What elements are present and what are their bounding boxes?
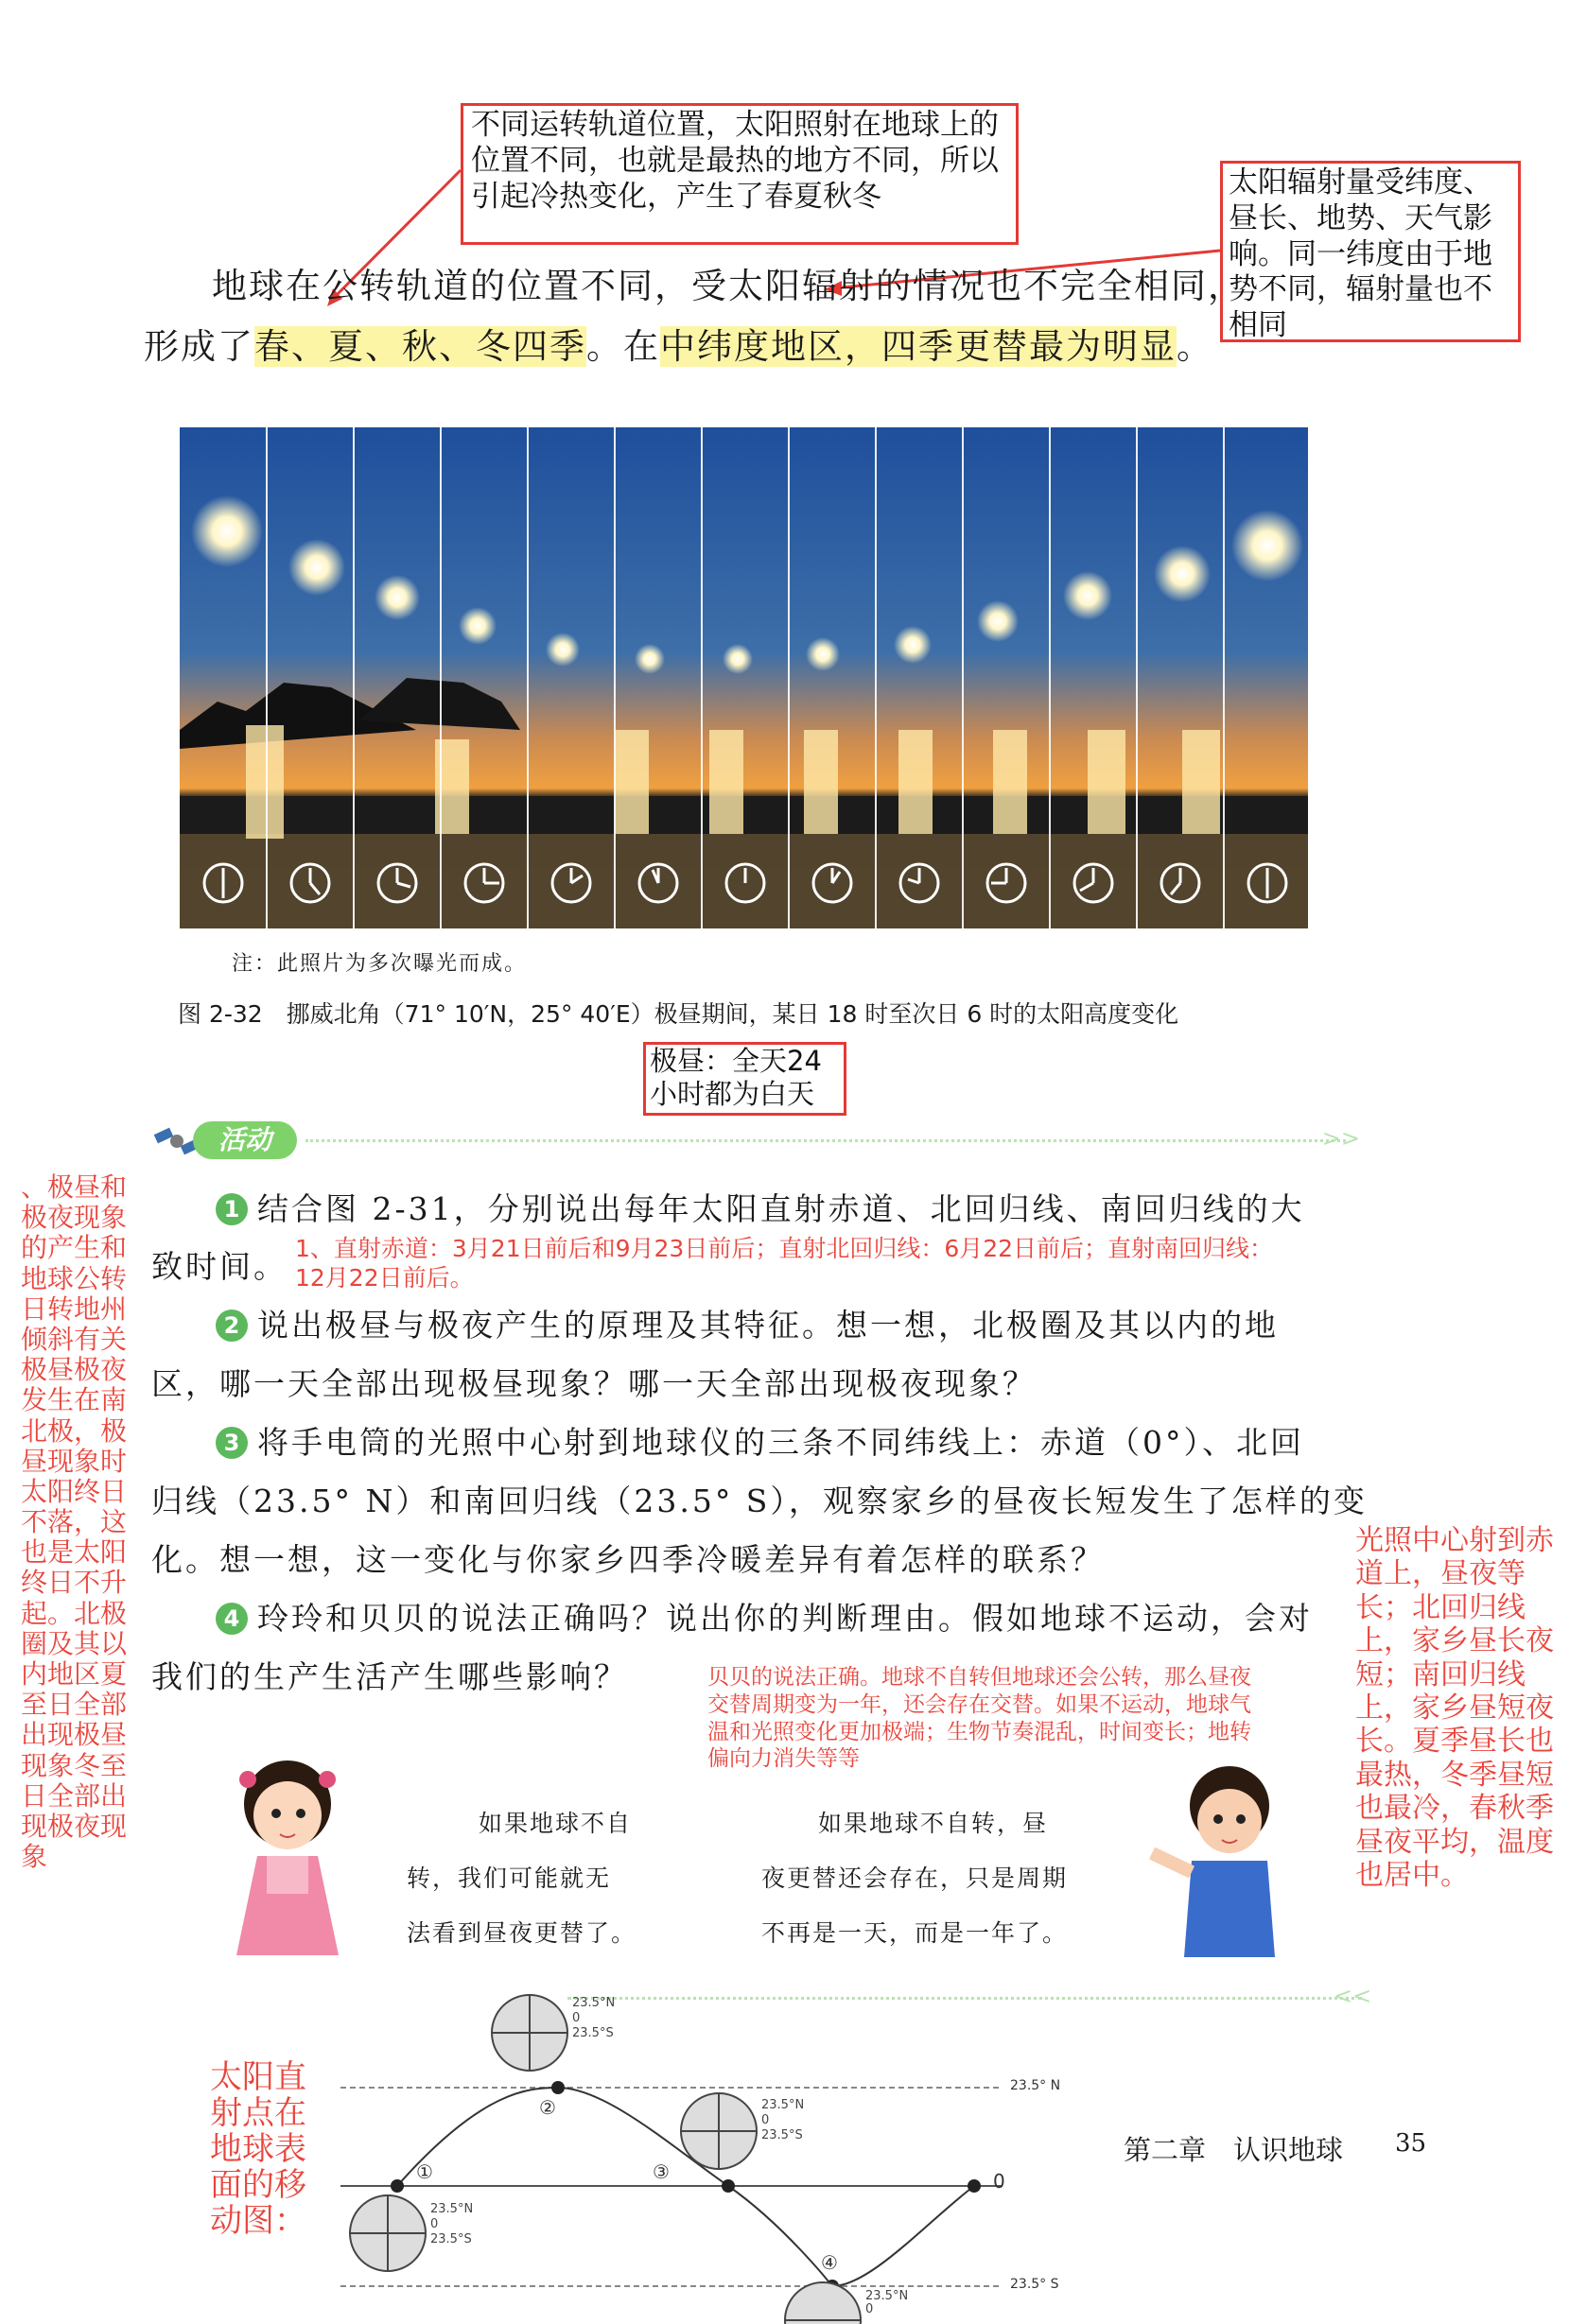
main-text-mid: 。在 — [586, 326, 660, 367]
point-label-4: ④ — [821, 2251, 838, 2274]
question-3-text-c: 化。想一想，这一变化与你家乡四季冷暖差异有着怎样的联系？ — [151, 1541, 1105, 1578]
lat-label-b2: 0 — [761, 2113, 770, 2127]
boy-speech-line3: 不再是一天，而是一年了。 — [761, 1919, 1069, 1947]
subsolar-point-diagram — [340, 1976, 1097, 2324]
note-top-right-text: 太阳辐射量受纬度、昼长、地势、天气影响。同一纬度由于地势不同，辐射量也不相同 — [1229, 165, 1492, 343]
question-1-line2 — [151, 1242, 288, 1287]
footer-chapter — [1124, 2129, 1343, 2168]
right-label-equator: 0 — [993, 2170, 1005, 2193]
highlight-four-seasons: 春、夏、秋、冬四季 — [254, 326, 586, 367]
main-paragraph-line2 — [144, 318, 1213, 369]
boy-character-illustration — [1142, 1749, 1303, 1976]
main-paragraph-line1 — [212, 257, 1245, 308]
page-number: 35 — [1395, 2129, 1427, 2158]
question-2-text-b: 区，哪一天全部出现极昼现象？哪一天全部出现极夜现象？ — [151, 1365, 1037, 1402]
question-4-text-a: 玲玲和贝贝的说法正确吗？说出你的判断理由。假如地球不运动，会对 — [257, 1600, 1313, 1637]
note-bottom-left-text: 太阳直射点在地球表面的移动图： — [210, 2058, 306, 2241]
activity-dotted-rule — [305, 1139, 1346, 1142]
question-3-number: 3 — [216, 1427, 248, 1459]
point-label-3: ③ — [653, 2160, 670, 2183]
lat-label-a2: 0 — [572, 2011, 581, 2025]
girl-speech-line2: 转，我们可能就无 — [407, 1864, 612, 1892]
figure-note: 注：此照片为多次曝光而成。 — [232, 952, 528, 976]
lat-label-d1: 23.5°N — [865, 2289, 909, 2303]
note-polar-day-text: 极昼：全天24小时都为白天 — [650, 1045, 822, 1111]
question-3-text-b: 归线（23.5° N）和南回归线（23.5° S），观察家乡的昼夜长短发生了怎样的变 — [151, 1483, 1368, 1519]
question-4-text-b: 我们的生产生活产生哪些影响？ — [151, 1658, 628, 1695]
lat-label-a3: 23.5°S — [572, 2026, 614, 2040]
lat-label-c3: 23.5°S — [430, 2232, 472, 2246]
note-polar-day — [643, 1042, 846, 1116]
lat-label-b1: 23.5°N — [761, 2098, 805, 2112]
question-4-number: 4 — [216, 1603, 248, 1635]
note-right-margin — [1355, 1524, 1556, 1892]
question-4-line2 — [151, 1653, 628, 1697]
boy-speech-line1: 如果地球不自转，昼 — [818, 1810, 1049, 1837]
right-label-north: 23.5° N — [1010, 2078, 1061, 2093]
main-text-line1: 地球在公转轨道的位置不同，受太阳辐射的情况也不完全相同， — [212, 266, 1245, 306]
activity-header — [149, 1116, 1360, 1163]
lat-label-d2: 0 — [865, 2302, 874, 2316]
answer-1-text: 1、直射赤道：3月21日前后和9月23日前后；直射北回归线：6月22日前后；直射南回归线：12月22日前后。 — [295, 1235, 1274, 1292]
boy-speech — [761, 1796, 1121, 1961]
highlight-mid-latitude: 中纬度地区，四季更替最为明显 — [660, 326, 1177, 367]
answer-1 — [295, 1234, 1298, 1293]
question-1-line1 — [216, 1185, 1305, 1229]
question-4-line1 — [216, 1594, 1313, 1639]
activity-title: 活动 — [218, 1124, 271, 1155]
note-top-center-text: 不同运转轨道位置，太阳照射在地球上的位置不同，也就是最热的地方不同，所以引起冷热变化，产生了春夏秋冬 — [471, 108, 999, 214]
footer-chapter-text: 第二章 认识地球 — [1124, 2134, 1344, 2166]
note-bottom-left — [210, 2059, 323, 2239]
girl-speech-line1: 如果地球不自 — [479, 1810, 633, 1837]
point-label-2: ② — [539, 2096, 556, 2119]
question-2-line2 — [151, 1360, 1037, 1404]
girl-speech-line3: 法看到昼夜更替了。 — [407, 1919, 637, 1947]
question-3-line1 — [216, 1418, 1304, 1463]
question-2-text-a: 说出极昼与极夜产生的原理及其特征。想一想，北极圈及其以内的地 — [257, 1307, 1279, 1344]
question-2-number: 2 — [216, 1309, 248, 1342]
lat-label-c2: 0 — [430, 2217, 439, 2231]
lat-label-b3: 23.5°S — [761, 2128, 803, 2142]
girl-speech — [407, 1796, 700, 1961]
main-text-pre: 形成了 — [144, 326, 254, 367]
note-left-margin — [21, 1172, 134, 1872]
activity-arrow-icon: >> — [1321, 1125, 1360, 1152]
activity-title-badge — [193, 1121, 297, 1159]
boy-speech-line2: 夜更替还会存在，只是周期 — [761, 1864, 1069, 1892]
midnight-sun-photo — [180, 427, 1308, 928]
main-text-end: 。 — [1177, 326, 1213, 367]
question-3-line3 — [151, 1535, 1105, 1580]
question-1-text-a: 结合图 2-31，分别说出每年太阳直射赤道、北回归线、南回归线的大 — [257, 1190, 1305, 1227]
point-label-1: ① — [416, 2160, 433, 2183]
question-3-line2 — [151, 1477, 1368, 1521]
lat-label-a1: 23.5°N — [572, 1996, 616, 2010]
note-left-margin-text: 、极昼和极夜现象的产生和地球公转日转地州倾斜有关极昼极夜发生在南北极，极昼现象时太阳终日不落，这也是太阳终日不升起。北极圈及其以内地区夏至日全部出现极昼现象冬至日全部出现极夜现象 — [21, 1171, 128, 1873]
question-2-line1 — [216, 1301, 1279, 1345]
girl-character-illustration — [219, 1747, 361, 1965]
answer-4-text: 贝贝的说法正确。地球不自转但地球还会公转，那么昼夜交替周期变为一年，还会存在交替。如果不运动，地球气温和光照变化更加极端；生物节奏混乱，时间变长；地转偏向力消失等等 — [707, 1665, 1251, 1772]
question-1-text-b: 致时间。 — [151, 1248, 288, 1285]
right-label-south: 23.5° S — [1010, 2277, 1059, 2292]
question-3-text-a: 将手电筒的光照中心射到地球仪的三条不同纬线上：赤道（0°）、北回 — [257, 1424, 1304, 1461]
note-right-margin-text: 光照中心射到赤道上，昼夜等长；北回归线上，家乡昼长夜短；南回归线上，家乡昼短夜长。夏季昼长也最热，冬季昼短也最冷，春秋季昼夜平均，温度也居中。 — [1355, 1524, 1554, 1892]
lat-label-c1: 23.5°N — [430, 2202, 474, 2216]
bottom-arrow-icon: << — [1334, 1983, 1372, 2009]
question-1-number: 1 — [216, 1193, 248, 1225]
figure-caption: 图 2-32 挪威北角（71° 10′N，25° 40′E）极昼期间，某日 18 时至次日 6 时的太阳高度变化 — [178, 1000, 1179, 1028]
